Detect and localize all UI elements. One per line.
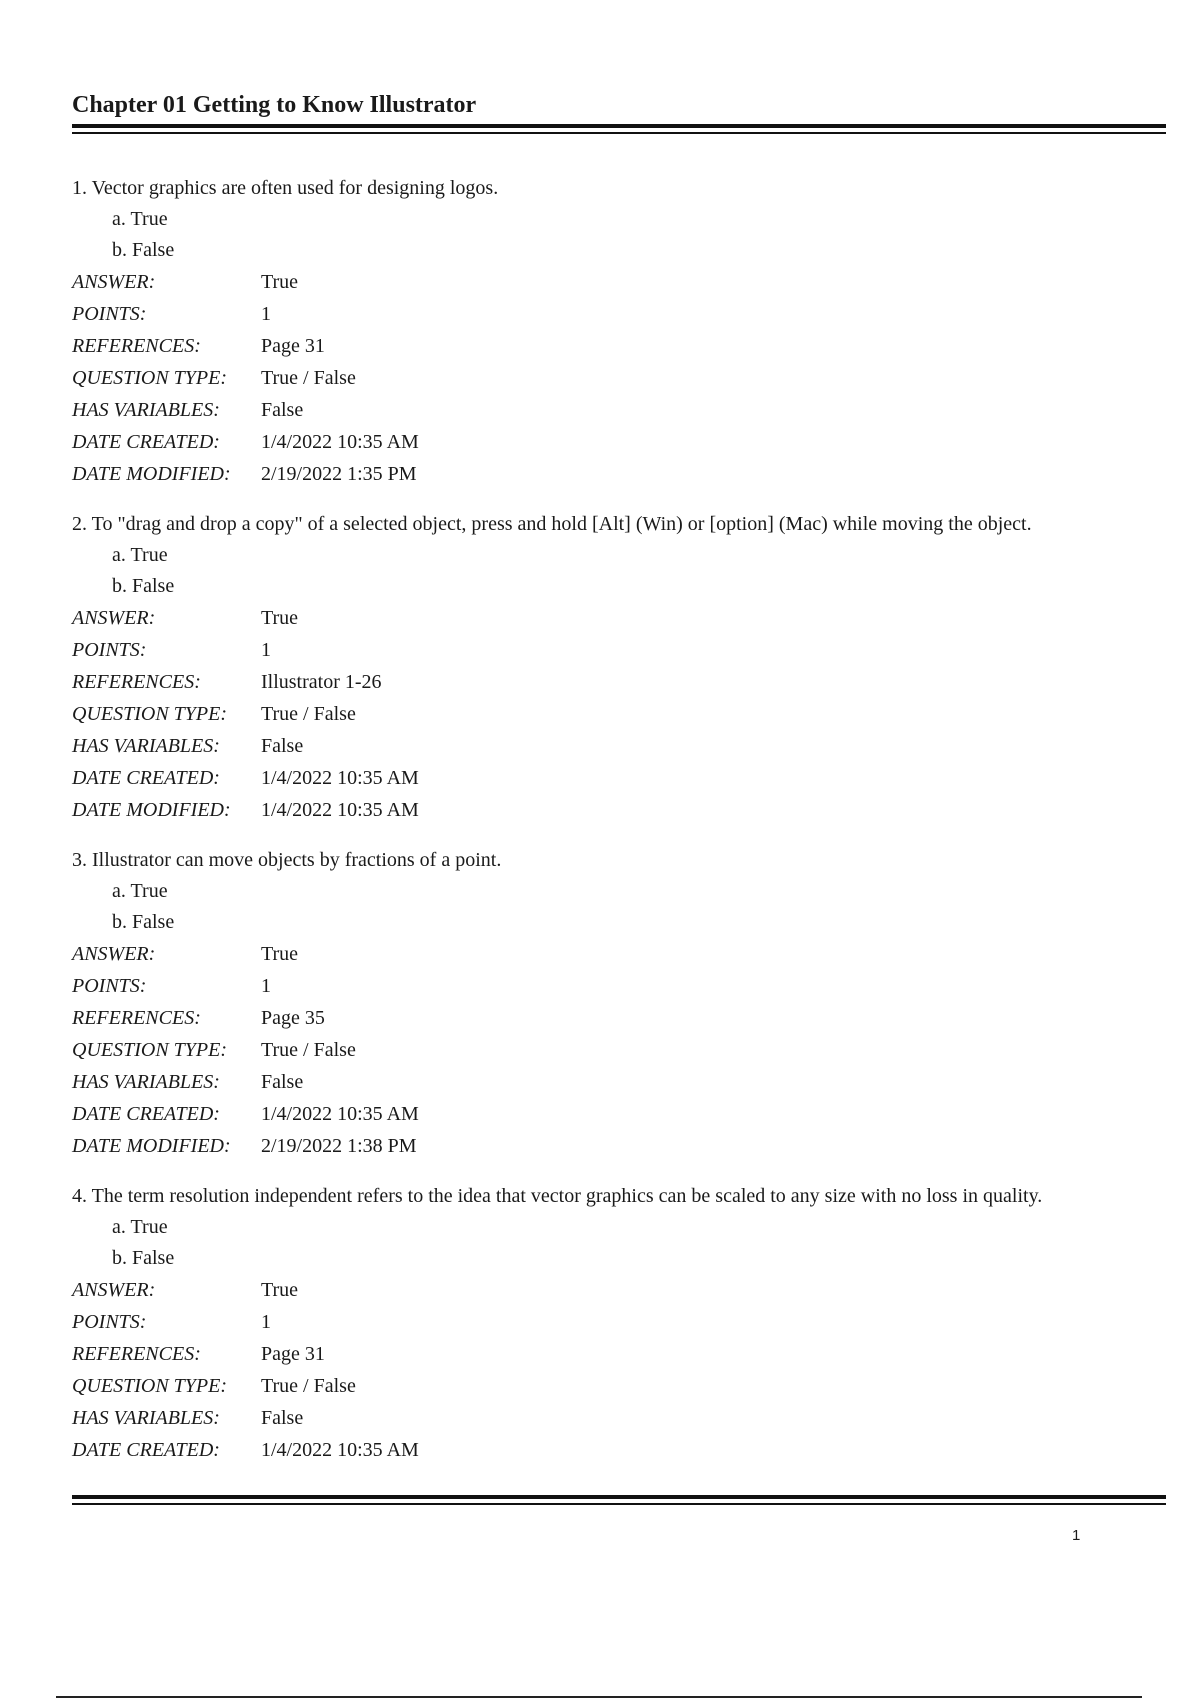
- meta-label: HAS VARIABLES:: [72, 1071, 220, 1093]
- page-number: 1: [1072, 1527, 1081, 1544]
- meta-label: POINTS:: [72, 975, 147, 997]
- meta-value: True: [261, 271, 299, 293]
- meta-value: False: [261, 1071, 304, 1093]
- meta-row-references: [72, 1002, 1172, 1034]
- meta-label: POINTS:: [72, 1311, 147, 1333]
- meta-row-has-variables: [72, 394, 1172, 426]
- meta-label: DATE CREATED:: [72, 1103, 220, 1125]
- meta-row-answer: [72, 1274, 1172, 1306]
- header-rule-thin: [72, 132, 1166, 134]
- meta-label: ANSWER:: [72, 1279, 156, 1301]
- question-text: 1. Vector graphics are often used for designing logos.: [72, 177, 499, 199]
- meta-row-references: [72, 666, 1172, 698]
- meta-value: True: [261, 943, 299, 965]
- meta-row-question-type: [72, 362, 1172, 394]
- meta-row-answer: [72, 266, 1172, 298]
- meta-label: DATE MODIFIED:: [72, 1135, 231, 1157]
- meta-row-date-modified: [72, 794, 1172, 826]
- option-a: a. True: [112, 1216, 168, 1238]
- option-a: a. True: [112, 880, 168, 902]
- meta-row-references: [72, 330, 1172, 362]
- meta-value: Page 31: [261, 335, 325, 357]
- header-rule-thick: [72, 124, 1166, 128]
- meta-value: False: [261, 735, 304, 757]
- meta-row-answer: [72, 938, 1172, 970]
- meta-label: REFERENCES:: [72, 671, 201, 693]
- question-list: [72, 172, 1172, 1516]
- meta-row-date-modified: [72, 1130, 1172, 1162]
- meta-row-points: [72, 1306, 1172, 1338]
- meta-row-question-type: [72, 698, 1172, 730]
- question-block: [72, 1180, 1172, 1516]
- header-double-rule: [72, 124, 1166, 136]
- meta-label: DATE MODIFIED:: [72, 463, 231, 485]
- question-block: [72, 844, 1172, 1180]
- meta-label: HAS VARIABLES:: [72, 399, 220, 421]
- meta-row-references: [72, 1338, 1172, 1370]
- meta-row-has-variables: [72, 1402, 1172, 1434]
- meta-value: True / False: [261, 1039, 356, 1061]
- meta-value: True / False: [261, 1375, 356, 1397]
- meta-label: QUESTION TYPE:: [72, 367, 228, 389]
- meta-value: 1/4/2022 10:35 AM: [261, 431, 419, 453]
- meta-value: 1: [261, 975, 271, 997]
- question-block: [72, 172, 1172, 508]
- question-text: 4. The term resolution independent refers to the idea that vector graphics can be scaled to any size with no loss in quality.: [72, 1185, 1043, 1207]
- meta-label: HAS VARIABLES:: [72, 1407, 220, 1429]
- meta-row-question-type: [72, 1034, 1172, 1066]
- meta-label: POINTS:: [72, 303, 147, 325]
- meta-label: ANSWER:: [72, 271, 156, 293]
- meta-label: ANSWER:: [72, 607, 156, 629]
- meta-value: 1/4/2022 10:35 AM: [261, 767, 419, 789]
- meta-label: DATE CREATED:: [72, 431, 220, 453]
- meta-value: True / False: [261, 703, 356, 725]
- meta-value: 2/19/2022 1:38 PM: [261, 1135, 417, 1157]
- meta-value: 1/4/2022 10:35 AM: [261, 1439, 419, 1461]
- meta-value: False: [261, 1407, 304, 1429]
- meta-value: Page 35: [261, 1007, 325, 1029]
- option-b: b. False: [112, 575, 175, 597]
- question-block: [72, 508, 1172, 844]
- meta-value: Illustrator 1-26: [261, 671, 382, 693]
- meta-value: False: [261, 399, 304, 421]
- meta-label: DATE CREATED:: [72, 767, 220, 789]
- meta-row-date-created: [72, 1434, 1172, 1466]
- meta-row-has-variables: [72, 730, 1172, 762]
- meta-label: QUESTION TYPE:: [72, 1039, 228, 1061]
- question-text: 3. Illustrator can move objects by fractions of a point.: [72, 849, 502, 871]
- meta-value: Page 31: [261, 1343, 325, 1365]
- meta-row-date-modified: [72, 458, 1172, 490]
- meta-value: True: [261, 607, 299, 629]
- meta-value: 1: [261, 303, 271, 325]
- meta-row-has-variables: [72, 1066, 1172, 1098]
- meta-label: ANSWER:: [72, 943, 156, 965]
- meta-row-question-type: [72, 1370, 1172, 1402]
- meta-label: HAS VARIABLES:: [72, 735, 220, 757]
- meta-row-points: [72, 634, 1172, 666]
- bottom-divider: [56, 1696, 1142, 1698]
- meta-label: POINTS:: [72, 639, 147, 661]
- page-title: Chapter 01 Getting to Know Illustrator: [72, 92, 477, 118]
- meta-row-date-created: [72, 762, 1172, 794]
- footer-rule-thin: [72, 1503, 1166, 1505]
- meta-label: REFERENCES:: [72, 1007, 201, 1029]
- meta-label: REFERENCES:: [72, 335, 201, 357]
- meta-value: 1: [261, 639, 271, 661]
- question-text: 2. To "drag and drop a copy" of a selected object, press and hold [Alt] (Win) or [option] (Mac) while moving the object.: [72, 513, 1032, 535]
- meta-value: True / False: [261, 367, 356, 389]
- option-b: b. False: [112, 911, 175, 933]
- option-b: b. False: [112, 1247, 175, 1269]
- meta-value: 1: [261, 1311, 271, 1333]
- meta-row-date-created: [72, 426, 1172, 458]
- meta-row-answer: [72, 602, 1172, 634]
- option-a: a. True: [112, 208, 168, 230]
- meta-label: REFERENCES:: [72, 1343, 201, 1365]
- meta-label: QUESTION TYPE:: [72, 1375, 228, 1397]
- meta-row-date-created: [72, 1098, 1172, 1130]
- option-a: a. True: [112, 544, 168, 566]
- meta-value: 1/4/2022 10:35 AM: [261, 799, 419, 821]
- meta-value: 2/19/2022 1:35 PM: [261, 463, 417, 485]
- meta-label: DATE MODIFIED:: [72, 799, 231, 821]
- meta-row-points: [72, 970, 1172, 1002]
- option-b: b. False: [112, 239, 175, 261]
- meta-label: QUESTION TYPE:: [72, 703, 228, 725]
- footer-double-rule: [72, 1495, 1166, 1507]
- meta-value: 1/4/2022 10:35 AM: [261, 1103, 419, 1125]
- meta-label: DATE CREATED:: [72, 1439, 220, 1461]
- meta-row-points: [72, 298, 1172, 330]
- footer-rule-thick: [72, 1495, 1166, 1499]
- meta-value: True: [261, 1279, 299, 1301]
